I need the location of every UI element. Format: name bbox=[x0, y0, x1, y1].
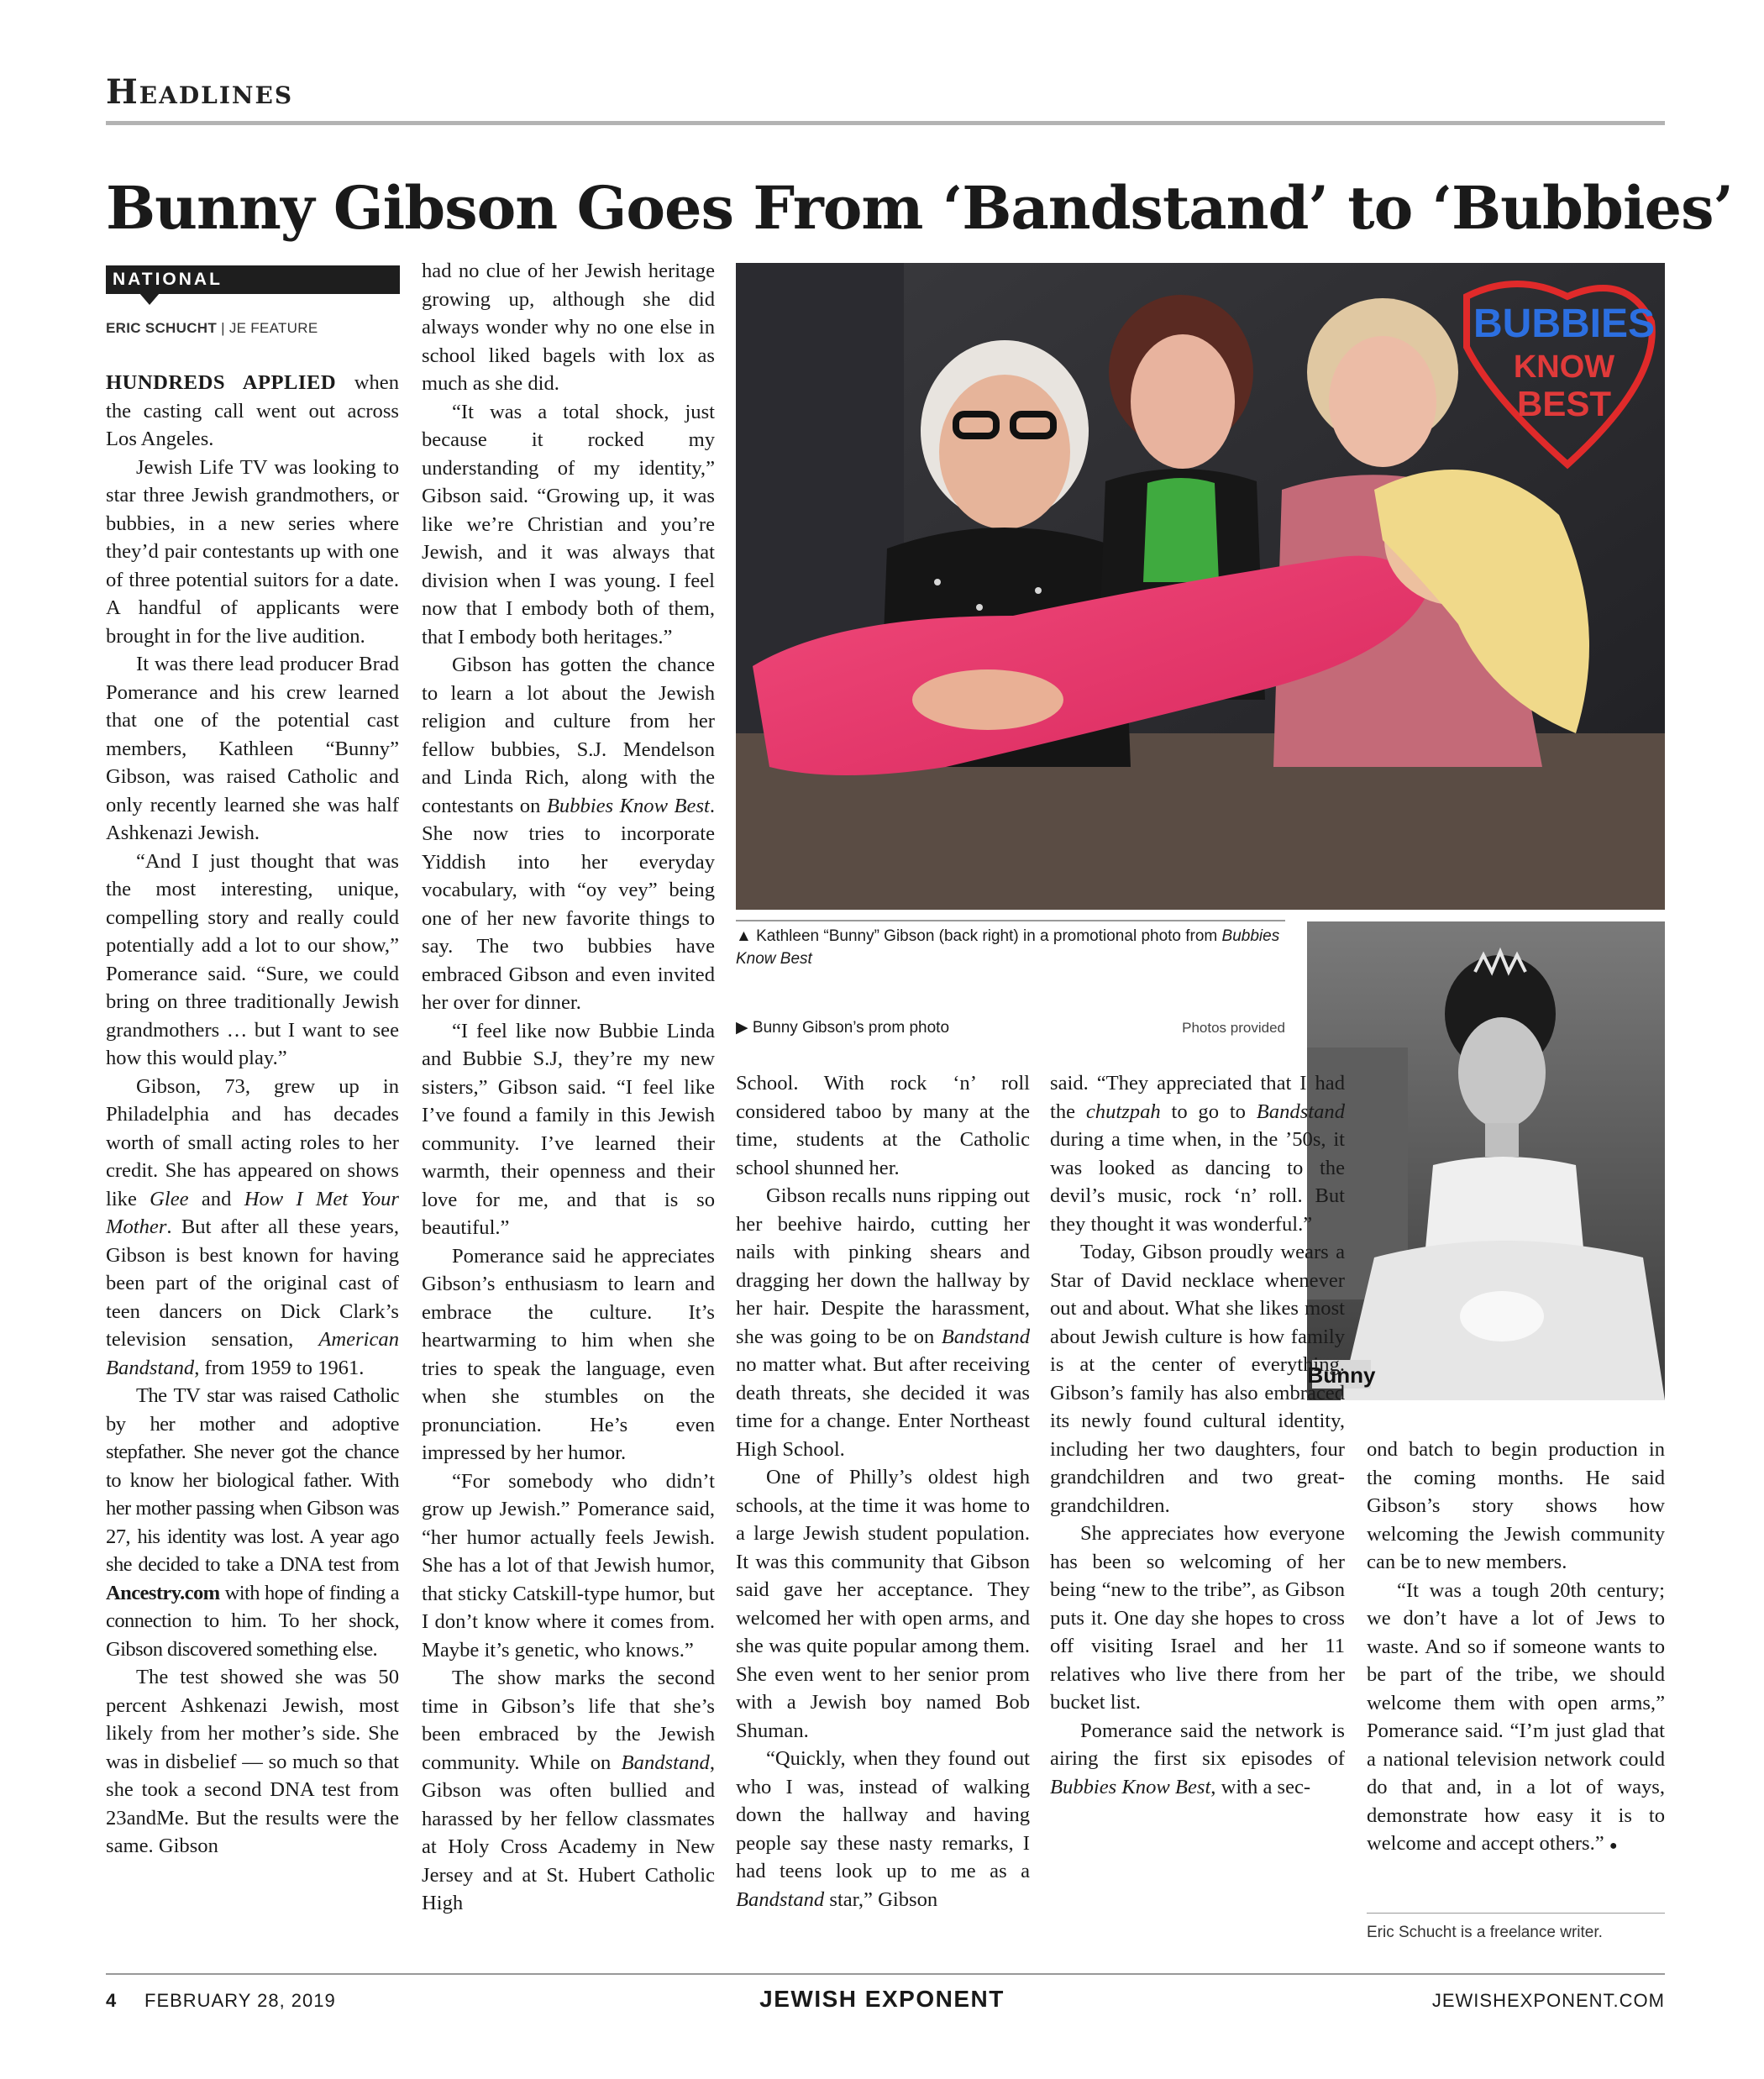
paragraph bbox=[422, 651, 715, 1017]
show-title: Bandstand bbox=[736, 1887, 825, 1911]
photo-credit: Photos provided bbox=[1182, 1020, 1285, 1036]
prom-photo-illustration bbox=[1307, 921, 1665, 1400]
italic-word: chutzpah bbox=[1085, 1100, 1161, 1123]
caption-text: Kathleen “Bunny” Gibson (back right) in a promotional photo from bbox=[751, 927, 1222, 945]
link-text: Ancestry.com bbox=[106, 1581, 220, 1604]
footer-rule bbox=[106, 1973, 1665, 1975]
text: The TV star was raised Catholic by her mother and adoptive stepfather. She never got the chance to know her biological father. With her mother passing when Gibson was 27, his identity was lost. A year ago she decided to take a DNA test from bbox=[106, 1384, 399, 1576]
paragraph: Pomerance said he appreciates Gibson’s enthusiasm to learn and embrace the culture. It’s heartwarming to him when she tries to speak the language, even when she stumbles on the pronunciation. He’s even impressed by her humor. bbox=[422, 1244, 715, 1464]
byline-source: JE FEATURE bbox=[228, 320, 318, 336]
text: when the casting call went out across Los Angeles. bbox=[106, 371, 399, 450]
paragraph: “For somebody who didn’t grow up Jewish.” Pomerance said, “her humor actually feels Jewish. She has a lot of that Jewish humor, that sticky Catskill-type humor, but I don’t know where it comes from. Maybe it’s genetic, who knows.” bbox=[422, 1469, 715, 1662]
article-column-2 bbox=[422, 257, 715, 1918]
text: with hope of finding a connection to him. To her shock, Gibson discovered something else. bbox=[106, 1581, 399, 1661]
article-column-1 bbox=[106, 369, 399, 1861]
paragraph bbox=[1050, 1717, 1345, 1802]
show-title: Bubbies Know Best bbox=[546, 794, 710, 817]
byline-separator: | bbox=[217, 320, 229, 336]
paragraph: It was there lead producer Brad Pomerance and his crew learned that one of the potential cast members, Kathleen “Bunny” Gibson, was raised Catholic and only recently learned she was half Ashkenazi Jewish. bbox=[106, 653, 399, 844]
footer-date: FEBRUARY 28, 2019 bbox=[144, 1990, 336, 2011]
footer-website[interactable]: JEWISHEXPONENT.COM bbox=[1431, 1990, 1665, 2011]
paragraph bbox=[422, 1664, 715, 1918]
promo-photo-caption bbox=[736, 925, 1285, 970]
author-note-rule bbox=[1367, 1913, 1665, 1914]
lead-in: HUNDREDS APPLIED bbox=[106, 371, 337, 394]
footer-publication: JEWISH EXPONENT bbox=[759, 1986, 1005, 2012]
text: , with a sec- bbox=[1210, 1775, 1311, 1798]
category-tag: NATIONAL bbox=[106, 265, 400, 294]
text: “Quickly, when they found out who I was, instead of walking down the hallway and having people say these nasty remarks, I had teens look up to me as a bbox=[736, 1747, 1030, 1882]
paragraph bbox=[1367, 1577, 1665, 1861]
paragraph bbox=[1050, 1069, 1345, 1238]
text: to go to bbox=[1160, 1100, 1257, 1123]
text: The show marks the second time in Gibson’s life that she’s been embraced by the Jewish community. While on bbox=[422, 1667, 715, 1774]
text: no matter what. But after receiving death threats, she decided it was time for a change. Enter Northeast High School. bbox=[736, 1353, 1030, 1461]
headline: Bunny Gibson Goes From ‘Bandstand’ to ‘Bubbies’ bbox=[106, 173, 1733, 243]
logo-line-1: BUBBIES bbox=[1473, 302, 1656, 346]
promo-photo-illustration bbox=[736, 263, 1665, 910]
text: Gibson recalls nuns ripping out her beehive hairdo, cutting her nails with pinking shears and dragging her down the hallway by her hair. Despite the harassment, she was going to be on bbox=[736, 1184, 1030, 1348]
byline bbox=[106, 320, 318, 337]
show-title: Bandstand bbox=[1256, 1100, 1345, 1123]
text: during a time when, in the ’50s, it was looked as dancing to the devil’s music, rock ‘n’ roll. But they thought it was wonderful.” bbox=[1050, 1128, 1345, 1236]
text: said. “They appreciated that I had the bbox=[1050, 1072, 1345, 1123]
text: star,” Gibson bbox=[824, 1887, 938, 1911]
paragraph: School. With rock ‘n’ roll considered taboo by many at the time, students at the Catholic school shunned her. bbox=[736, 1072, 1030, 1179]
category-tag-pointer bbox=[139, 293, 160, 305]
right-arrow-icon: ▶ bbox=[736, 1019, 748, 1037]
paragraph bbox=[736, 1745, 1030, 1914]
show-title: How I Met Your Mother bbox=[106, 1187, 400, 1238]
article-column-4 bbox=[1050, 1069, 1345, 1801]
show-title: Bandstand bbox=[941, 1325, 1030, 1348]
article-column-5 bbox=[1367, 1436, 1665, 1861]
text: . But after all these years, Gibson is best known for having been part of the original cast of teen dancers on Dick Clark’s television sensation, bbox=[106, 1215, 399, 1351]
prom-photo-label: Bunny bbox=[1307, 1362, 1376, 1388]
paragraph: Today, Gibson proudly wears a Star of David necklace whenever out and about. What she likes most about Jewish culture is how family is at the center of everything. Gibson’s family has also embraced its newly found cultural identity, including her two daughters, four grandchildren and two great-grandchildren. bbox=[1050, 1241, 1345, 1517]
paragraph: Jewish Life TV was looking to star three Jewish grandmothers, or bubbies, in a new series where they’d pair contestants up with one of three potential suitors for a date. A handful of applicants were brought in for the live audition. bbox=[106, 455, 399, 648]
text: Gibson has gotten the chance to learn a lot about the Jewish religion and culture from her fellow bubbies, S.J. Mendelson and Linda Rich, along with the contestants on bbox=[422, 654, 715, 817]
logo-line-2: KNOW bbox=[1513, 349, 1615, 385]
author-note: Eric Schucht is a freelance writer. bbox=[1367, 1924, 1603, 1941]
text: and bbox=[188, 1187, 244, 1210]
prom-photo-caption bbox=[736, 1016, 949, 1039]
show-title: Glee bbox=[150, 1187, 189, 1210]
byline-author: ERIC SCHUCHT bbox=[106, 320, 218, 336]
paragraph bbox=[106, 1382, 399, 1663]
show-title: Bubbies Know Best bbox=[736, 927, 1280, 968]
paragraph bbox=[106, 369, 399, 454]
header-rule bbox=[106, 121, 1665, 125]
paragraph: The test showed she was 50 percent Ashkenazi Jewish, most likely from her mother’s side. She was in disbelief — so much so that she took a second DNA test from 23andMe. But the results were the same. Gibson bbox=[106, 1666, 399, 1857]
up-arrow-icon: ▲ bbox=[736, 927, 752, 945]
text: “It was a tough 20th century; we don’t have a lot of Jews to waste. And so if someone wants to be part of the tribe, we should welcome them with open arms,” Pomerance said. “I’m just glad that a national television network could do that and, in a lot of ways, demonstrate how easy it is to welcome and accept others.” bbox=[1367, 1578, 1665, 1855]
paragraph: “And I just thought that was the most interesting, unique, compelling story and really could potentially add a lot to our show,” Pomerance said. “Sure, we could bring on three traditionally Jewish grandmothers … but I want to see how this would play.” bbox=[106, 849, 399, 1069]
paragraph bbox=[736, 1182, 1030, 1463]
paragraph: One of Philly’s oldest high schools, at the time it was home to a large Jewish student population. It was this community that Gibson said gave her acceptance. They welcomed her with open arms, and she was quite popular among them. She even went to her senior prom with a Jewish boy named Bob Shuman. bbox=[736, 1466, 1030, 1742]
footer-page-number: 4 bbox=[106, 1990, 118, 2011]
article-column-3 bbox=[736, 1069, 1030, 1914]
show-title: American Bandstand bbox=[106, 1328, 399, 1379]
paragraph: She appreciates how everyone has been so welcoming of her being “new to the tribe”, as Gibson puts it. One day she hopes to cross off visiting Israel and her 11 relatives who live there from her bucket list. bbox=[1050, 1522, 1345, 1714]
prom-photo bbox=[1307, 921, 1665, 1400]
paragraph bbox=[106, 1073, 399, 1383]
text: , from 1959 to 1961. bbox=[194, 1356, 365, 1379]
paragraph: ond batch to begin production in the coming months. He said Gibson’s story shows how welcoming the Jewish community can be to new members. bbox=[1367, 1438, 1665, 1573]
text: Gibson, 73, grew up in Philadelphia and has decades worth of small acting roles to her credit. She has appeared on shows like bbox=[106, 1074, 399, 1210]
text: Pomerance said the network is airing the first six episodes of bbox=[1050, 1719, 1345, 1770]
caption-rule bbox=[736, 920, 1285, 921]
text: . She now tries to incorporate Yiddish into her everyday vocabulary, with “oy vey” being one of her new favorite things to say. The two bubbies have embraced Gibson and even invited her over for dinner. bbox=[422, 794, 716, 1014]
paragraph: “I feel like now Bubbie Linda and Bubbie S.J, they’re my new sisters,” Gibson said. “I feel like I’ve found a family in this Jewish community. I’ve learned their warmth, their openness and their love for me, and that is so beautiful.” bbox=[422, 1019, 715, 1239]
section-label: Headlines bbox=[106, 72, 294, 112]
logo-line-3: BEST bbox=[1516, 384, 1612, 423]
promo-photo bbox=[736, 263, 1665, 910]
show-title: Bubbies Know Best bbox=[1050, 1775, 1211, 1798]
text: , Gibson was often bullied and harassed by her fellow classmates at Holy Cross Academy in New Jersey and at St. Hubert Catholic High bbox=[422, 1751, 715, 1914]
end-mark-icon: ● bbox=[1609, 1839, 1618, 1853]
paragraph: had no clue of her Jewish heritage growing up, although she did always wonder why no one else in school liked bagels with lox as much as she did. bbox=[422, 260, 715, 395]
show-title: Bandstand bbox=[621, 1751, 710, 1774]
paragraph: “It was a total shock, just because it rocked my understanding of my identity,” Gibson said. “Growing up, it was like we’re Christian and you’re Jewish, and it was always that division when I was young. I feel now that I embody both of them, that I embody both heritages.” bbox=[422, 400, 715, 648]
caption-text: Bunny Gibson’s prom photo bbox=[748, 1019, 950, 1037]
